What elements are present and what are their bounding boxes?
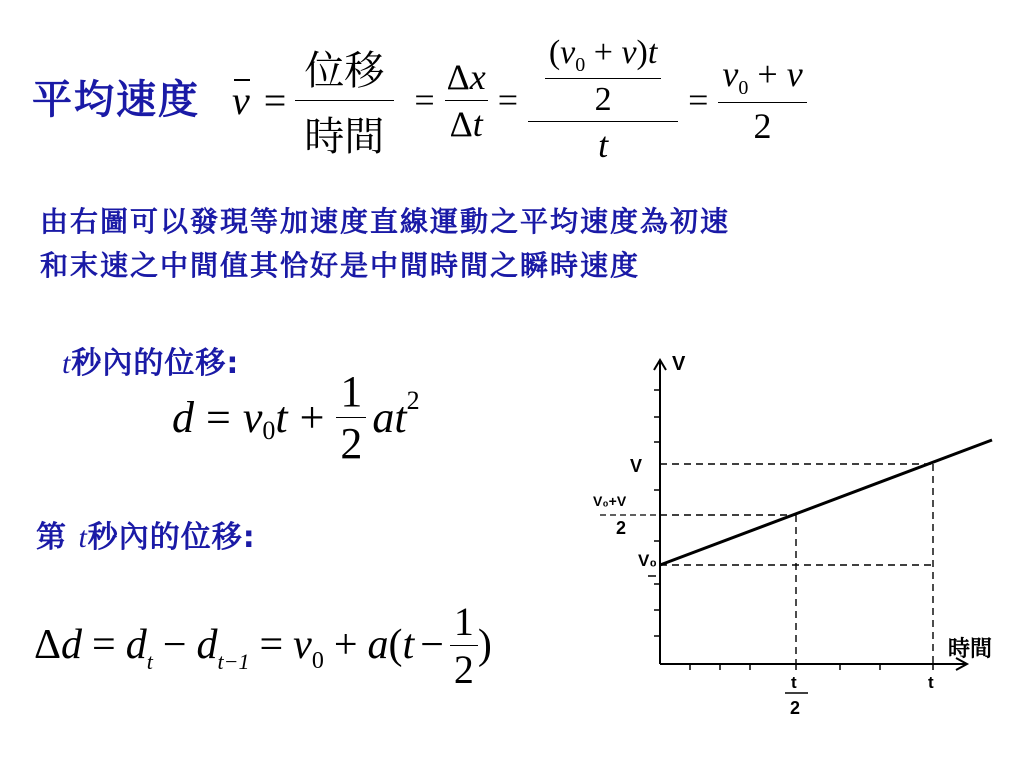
delta-x-over-delta-t: $\frac{\Delta x}{\Delta t}$ [446,56,486,144]
equals-sign: = [263,77,287,123]
displacement-in-t-label: t秒內的位移: [62,346,240,381]
description-line-2: 和末速之中間值其恰好是中間時間之瞬時速度 [40,249,641,282]
x-tick-half-numerator: t [791,673,797,692]
y-tick-v0: V₀ [638,551,658,570]
fraction-denominator: 時間 [304,113,385,160]
displacement-over-time-fraction [300,39,388,162]
v0-plus-v-over-2: $\frac{v_0 + v}{2}$ [718,53,806,147]
avg-velocity-label: 平均速度 [32,77,200,123]
description-line-1: 由右圖可以發現等加速度直線運動之平均速度為初速 [40,205,731,238]
x-tick-t: t [928,673,934,692]
y-tick-mid-numerator: V₀+V [593,493,627,509]
v-bar-symbol: v [232,77,250,123]
displacement-tth-label: 第 t秒內的位移: [36,520,256,555]
compound-fraction: $\frac{\frac{(v_0 + v)t}{2}}{t}$ [528,34,678,167]
y-tick-mid-denominator: 2 [616,518,627,538]
velocity-line [660,440,992,565]
x-axis-label: 時間 [948,636,993,661]
avg-velocity-formula: v = $\frac{\text{位移}}{\text{時間}}$ = $\frac{\Delta x}{\Delta t}$ = $\frac{\frac{(v_0 + v)t}{2}}{t}$ = $\frac{v_0 + v}{2}$ [232,30,807,170]
displacement-formula: d = v $_0$ t + $\frac{1}{2}$ at $^2$ [172,366,420,468]
fraction-numerator: 位移 [304,47,385,94]
y-axis-label: V [672,353,686,375]
x-tick-half-denominator: 2 [790,698,801,718]
y-tick-v: V [630,456,643,476]
velocity-time-graph [580,340,1020,730]
delta-d-formula: Δ d = d $_t$ − d $_{t-1}$ = v $_0$ + a ( t − $\frac{1}{2}$ ) [34,598,492,692]
